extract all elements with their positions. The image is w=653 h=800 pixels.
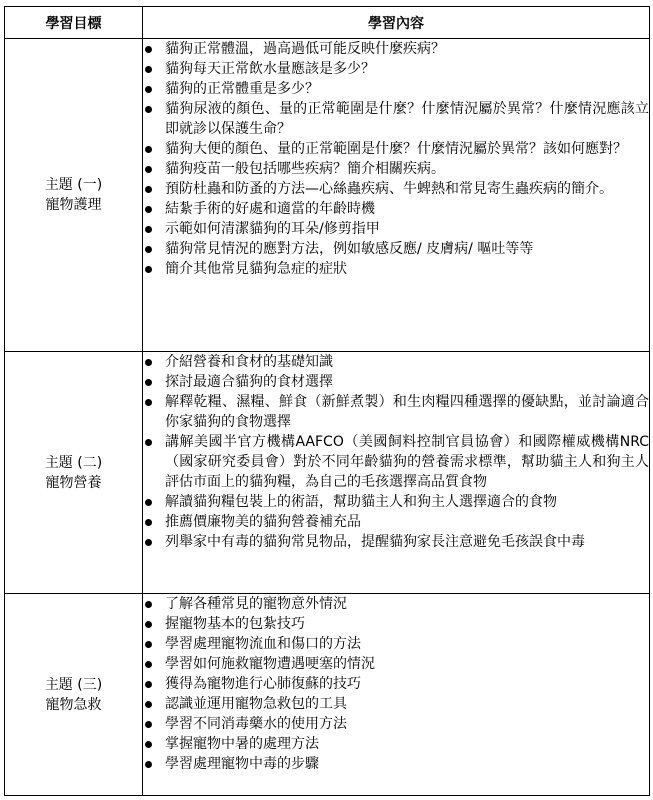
list-item: 學習處理寵物中毒的步驟 [143, 754, 649, 774]
list-item: 示範如何清潔貓狗的耳朵/修剪指甲 [143, 219, 649, 239]
list-item: 掌握寵物中暑的處理方法 [143, 734, 649, 754]
list-item: 貓狗大便的顏色、量的正常範圍是什麼？什麼情況屬於異常？該如何應對？ [143, 139, 649, 159]
list-item: 貓狗正常體溫，過高過低可能反映什麼疾病？ [143, 39, 649, 59]
list-item: 認識並運用寵物急救包的工具 [143, 694, 649, 714]
content-cell [143, 39, 650, 352]
topic-title: 寵物營養 [45, 474, 102, 491]
topic-cell [5, 594, 143, 796]
topic-cell [5, 39, 143, 352]
table-row [5, 39, 650, 352]
topic-number: 主題 (三) [44, 676, 103, 693]
list-item: 簡介其他常見貓狗急症的症狀 [143, 259, 649, 279]
header-row [5, 7, 650, 39]
header-learning-content: 學習內容 [143, 7, 650, 39]
topic-cell [5, 352, 143, 594]
list-item: 解讀貓狗糧包裝上的術語，幫助貓主人和狗主人選擇適合的食物 [143, 492, 649, 512]
list-item: 列舉家中有毒的貓狗常見物品，提醒貓狗家長注意避免毛孩誤食中毒 [143, 532, 649, 552]
content-list [143, 352, 649, 552]
list-item: 獲得為寵物進行心肺復蘇的技巧 [143, 674, 649, 694]
topic-number: 主題 (一) [44, 177, 103, 193]
list-item: 貓狗尿液的顏色、量的正常範圍是什麼？什麼情況屬於異常？什麼情況應該立即就診以保護生命？ [143, 99, 649, 139]
list-item: 探討最適合貓狗的食材選擇 [143, 372, 649, 392]
list-item: 學習不同消毒藥水的使用方法 [143, 714, 649, 734]
list-item: 貓狗疫苗一般包括哪些疾病？簡介相關疾病。 [143, 159, 649, 179]
table-row [5, 594, 650, 796]
list-item: 握寵物基本的包紮技巧 [143, 614, 649, 634]
topic-title: 寵物急救 [45, 696, 102, 713]
list-item: 解釋乾糧、濕糧、鮮食（新鮮煮製）和生肉糧四種選擇的優缺點，並討論適合你家貓狗的食物選擇 [143, 392, 649, 432]
list-item: 推薦價廉物美的貓狗營養補充品 [143, 512, 649, 532]
content-list [143, 39, 649, 279]
list-item: 學習如何施救寵物遭遇哽塞的情況 [143, 654, 649, 674]
list-item: 貓狗的正常體重是多少？ [143, 79, 649, 99]
list-item: 預防杜蟲和防蚤的方法—心絲蟲疾病、牛蜱熱和常見寄生蟲疾病的簡介。 [143, 179, 649, 199]
list-item: 介紹營養和食材的基礎知識 [143, 352, 649, 372]
list-item: 貓狗常見情況的應對方法，例如敏感反應/ 皮膚病/ 嘔吐等等 [143, 239, 649, 259]
content-list [143, 594, 649, 774]
content-cell [143, 594, 650, 796]
list-item: 結紮手術的好處和適當的年齡時機 [143, 199, 649, 219]
list-item: 了解各種常見的寵物意外情況 [143, 594, 649, 614]
syllabus-table [4, 6, 650, 796]
list-item: 貓狗每天正常飲水量應該是多少？ [143, 59, 649, 79]
content-cell [143, 352, 650, 594]
table-row [5, 352, 650, 594]
topic-number: 主題 (二) [44, 454, 103, 471]
topic-title: 寵物護理 [45, 197, 102, 213]
list-item: 講解美國半官方機構AAFCO（美國飼料控制官員協會）和國際權威機構NRC（國家研究委員會）對於不同年齡貓狗的營養需求標準，幫助貓主人和狗主人評估市面上的貓狗糧，為自己的毛孩選擇高品質食物 [143, 432, 649, 492]
list-item: 學習處理寵物流血和傷口的方法 [143, 634, 649, 654]
header-learning-goal: 學習目標 [5, 7, 143, 39]
